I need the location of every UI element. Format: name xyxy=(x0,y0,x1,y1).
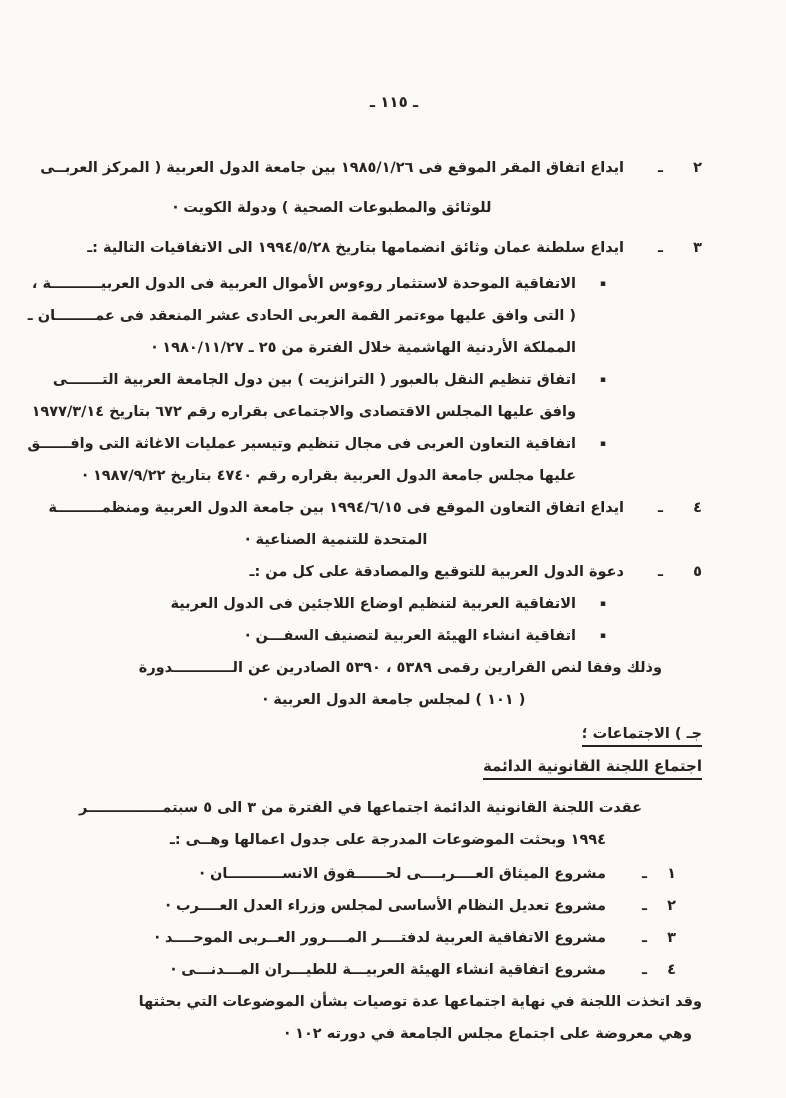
text-line: مشروع اتفاقية انشاء الهيئة العربيـــة للطيـــران المـــدنـــى · xyxy=(170,962,606,978)
section-subheading: اجتماع اللجنة القانونية الدائمة xyxy=(483,757,702,780)
text-line: مشروع الاتفاقية العربية لدفتــــر المــــرور العــربى الموحــــد · xyxy=(154,930,606,946)
text-line: عليها مجلس جامعة الدول العربية بقراره رقم ٤٧٤٠ بتاريخ ١٩٨٧/٩/٢٢ · xyxy=(82,468,576,484)
text-line: وهي معروضة على اجتماع مجلس الجامعة في دورته ١٠٢ · xyxy=(284,1026,692,1042)
item-body xyxy=(86,556,648,588)
bullet-body xyxy=(32,364,576,428)
agenda-list xyxy=(86,858,702,986)
item-number: ٥ xyxy=(693,564,702,580)
bullet-square-icon: ▪ xyxy=(599,439,606,449)
item-number-cell xyxy=(648,556,702,588)
page-number: ـ ١١٥ ـ xyxy=(369,93,419,111)
item-number: ٣ xyxy=(667,930,676,946)
text-line: ( ١٠١ ) لمجلس جامعة الدول العربية · xyxy=(262,692,526,708)
item-number: ٤ xyxy=(693,500,702,516)
text-line: المتحدة للتنمية الصناعية · xyxy=(244,532,428,548)
bullet-square-icon: ▪ xyxy=(599,375,606,385)
item-number-cell xyxy=(648,228,702,268)
bullet-item-2 xyxy=(31,364,702,428)
numbered-item-2 xyxy=(40,148,702,228)
item-dash: ـ xyxy=(642,866,647,882)
section-subheading-row xyxy=(86,750,702,782)
item-number: ١ xyxy=(667,866,676,882)
section-heading: جـ ) الاجتماعات ؛ xyxy=(582,726,702,747)
text-line: الاتفاقية العربية لتنظيم اوضاع اللاجئين فى الدول العربية xyxy=(170,596,576,612)
bullet-item-3 xyxy=(27,428,702,492)
item-body xyxy=(86,228,648,268)
text-line: وقد اتخذت اللجنة في نهاية اجتماعها عدة توصيات بشأن الموضوعات التي بحثتها xyxy=(138,994,702,1010)
item-number-cell xyxy=(648,492,702,524)
text-line: الاتفاقية الموحدة لاستثمار روءوس الأموال العربية فى الدول العربيــــــــــة ، xyxy=(31,276,576,292)
item-number: ٤ xyxy=(667,962,676,978)
item-dash: ـ xyxy=(658,564,663,580)
item-number-cell xyxy=(648,148,702,188)
item-dash: ـ xyxy=(658,160,663,176)
text-line: عقدت اللجنة القانونية الدائمة اجتماعها في الفترة من ٣ الى ٥ سبتمـــــــــــــــر xyxy=(79,800,642,816)
item-body xyxy=(40,148,648,228)
bullet-body xyxy=(86,588,576,620)
text-line: دعوة الدول العربية للتوقيع والمصادقة على كل من :ـ xyxy=(249,564,624,580)
item-dash: ـ xyxy=(658,240,663,256)
item-number: ٢ xyxy=(667,898,676,914)
text-line: وذلك وفقا لنص القرارين رقمى ٥٣٨٩ ، ٥٣٩٠ الصادرين عن الــــــــــــدورة xyxy=(138,660,662,676)
bullet-square-icon: ▪ xyxy=(599,631,606,641)
bullet-item-1 xyxy=(27,268,702,364)
bullet-square-icon: ▪ xyxy=(599,599,606,609)
text-line: اتفاقية التعاون العربى فى مجال تنظيم وتيسير عمليات الاغاثة التى وافــــــق xyxy=(27,436,576,452)
text-line: ١٩٩٤ وبحثت الموضوعات المدرجة على جدول اعمالها وهــى :ـ xyxy=(169,832,606,848)
item-number-cell xyxy=(636,858,676,890)
numbered-item-4 xyxy=(48,492,702,556)
bullet-body xyxy=(27,428,576,492)
paragraph-meeting xyxy=(79,792,702,856)
text-line: ايداع اتفاق التعاون الموقع فى ١٩٩٤/٦/١٥ بين جامعة الدول العربية ومنظمـــــــــة xyxy=(48,500,624,516)
item-dash: ـ xyxy=(658,500,663,516)
agenda-item-2 xyxy=(86,890,676,922)
item-dash: ـ xyxy=(642,898,647,914)
paragraph-recommendations xyxy=(86,986,702,1050)
text-line: اتفاقية انشاء الهيئة العربية لتصنيف السفـــن · xyxy=(244,628,576,644)
item-dash: ـ xyxy=(642,962,647,978)
item-number-cell xyxy=(636,890,676,922)
item-body xyxy=(86,922,636,954)
item-number-cell xyxy=(636,954,676,986)
bullet-square-icon: ▪ xyxy=(599,279,606,289)
bullet-body xyxy=(28,268,576,364)
item-body xyxy=(48,492,648,556)
item-number: ٢ xyxy=(693,160,702,176)
agenda-item-4 xyxy=(86,954,676,986)
item-body xyxy=(86,890,636,922)
text-line: وافق عليها المجلس الاقتصادى والاجتماعى بقراره رقم ٦٧٢ بتاريخ ١٩٧٧/٣/١٤ xyxy=(31,404,576,420)
bullet-item-4 xyxy=(86,588,702,620)
bullet-body xyxy=(86,620,576,652)
agenda-item-1 xyxy=(86,858,676,890)
text-line: مشروع تعديل النظام الأساسى لمجلس وزراء العدل العــــرب · xyxy=(165,898,606,914)
agenda-item-3 xyxy=(86,922,676,954)
item-body xyxy=(86,954,636,986)
numbered-item-5 xyxy=(86,556,702,588)
text-line: للوثائق والمطبوعات الصحية ) ودولة الكويت · xyxy=(172,200,492,216)
text-line: اتفاق تنظيم النقل بالعبور ( الترانزيت ) بين دول الجامعة العربية التـــــــى xyxy=(52,372,576,388)
item-dash: ـ xyxy=(642,930,647,946)
item-number: ٣ xyxy=(693,240,702,256)
numbered-item-3 xyxy=(86,228,702,268)
item-number-cell xyxy=(636,922,676,954)
paragraph-resolutions xyxy=(86,652,702,716)
section-heading-row xyxy=(86,718,702,750)
text-line: ايداع سلطنة عمان وثائق انضمامها بتاريخ ١٩٩٤/٥/٢٨ الى الاتفاقيات التالية :ـ xyxy=(87,240,624,256)
text-line: مشروع الميثاق العــــربــــى لحــــــقوق الانســـــــــــان · xyxy=(199,866,606,882)
bullet-item-5 xyxy=(86,620,702,652)
text-line: ايداع اتفاق المقر الموقع فى ١٩٨٥/١/٢٦ بين جامعة الدول العربية ( المركز العربــى xyxy=(40,160,624,176)
text-line: ( التى وافق عليها موءتمر القمة العربى الحادى عشر المنعقد فى عمــــــــان ـ xyxy=(27,308,576,324)
text-line: المملكة الأردنية الهاشمية خلال الفترة من ٢٥ ـ ١٩٨٠/١١/٢٧ · xyxy=(151,340,576,356)
item-body xyxy=(86,858,636,890)
